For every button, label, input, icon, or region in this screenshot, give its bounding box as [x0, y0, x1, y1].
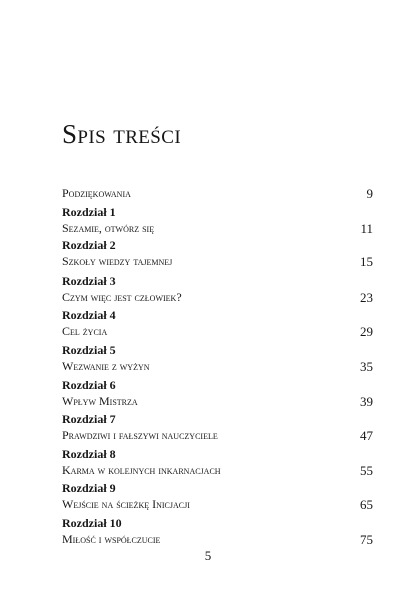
- entry-title: Wpływ Mistrza: [62, 394, 138, 408]
- entry-page-number: 65: [360, 497, 373, 512]
- entry-page-number: 15: [360, 254, 373, 269]
- chapter-label: Rozdział 9: [62, 481, 116, 495]
- chapter-label: Rozdział 10: [62, 516, 122, 530]
- entry-page-number: 47: [360, 428, 373, 443]
- chapter-label: Rozdział 3: [62, 274, 116, 288]
- entry-title: Karma w kolejnych inkarnacjach: [62, 463, 221, 477]
- entry-page-number: 75: [360, 532, 373, 547]
- entry-page-number: 39: [360, 394, 373, 409]
- entry-page-number: 9: [366, 186, 373, 201]
- chapter-label: Rozdział 1: [62, 205, 116, 219]
- entry-page-number: 35: [360, 359, 373, 374]
- entry-title: Wejście na ścieżkę Inicjacji: [62, 497, 190, 511]
- entry-page-number: 23: [360, 290, 373, 305]
- chapter-label: Rozdział 2: [62, 238, 116, 252]
- entry-page-number: 29: [360, 324, 373, 339]
- entry-title: Prawdziwi i fałszywi nauczyciele: [62, 428, 218, 442]
- chapter-label: Rozdział 8: [62, 447, 116, 461]
- chapter-label: Rozdział 4: [62, 308, 116, 322]
- chapter-label: Rozdział 6: [62, 378, 116, 392]
- entry-title: Czym więc jest człowiek?: [62, 290, 182, 304]
- entry-page-number: 55: [360, 463, 373, 478]
- entry-title: Miłość i współczucie: [62, 532, 161, 546]
- page-number-footer: 5: [204, 548, 212, 563]
- entry-title: Sezamie, otwórz się: [62, 221, 155, 235]
- entry-page-number: 11: [360, 221, 373, 236]
- entry-title: Cel życia: [62, 324, 108, 338]
- chapter-label: Rozdział 7: [62, 412, 116, 426]
- entry-title: Podziękowania: [62, 186, 131, 200]
- entry-title: Wezwanie z wyżyn: [62, 359, 150, 373]
- page-title: Spis treści: [62, 119, 182, 149]
- entry-title: Szkoły wiedzy tajemnej: [62, 254, 173, 268]
- chapter-label: Rozdział 5: [62, 343, 116, 357]
